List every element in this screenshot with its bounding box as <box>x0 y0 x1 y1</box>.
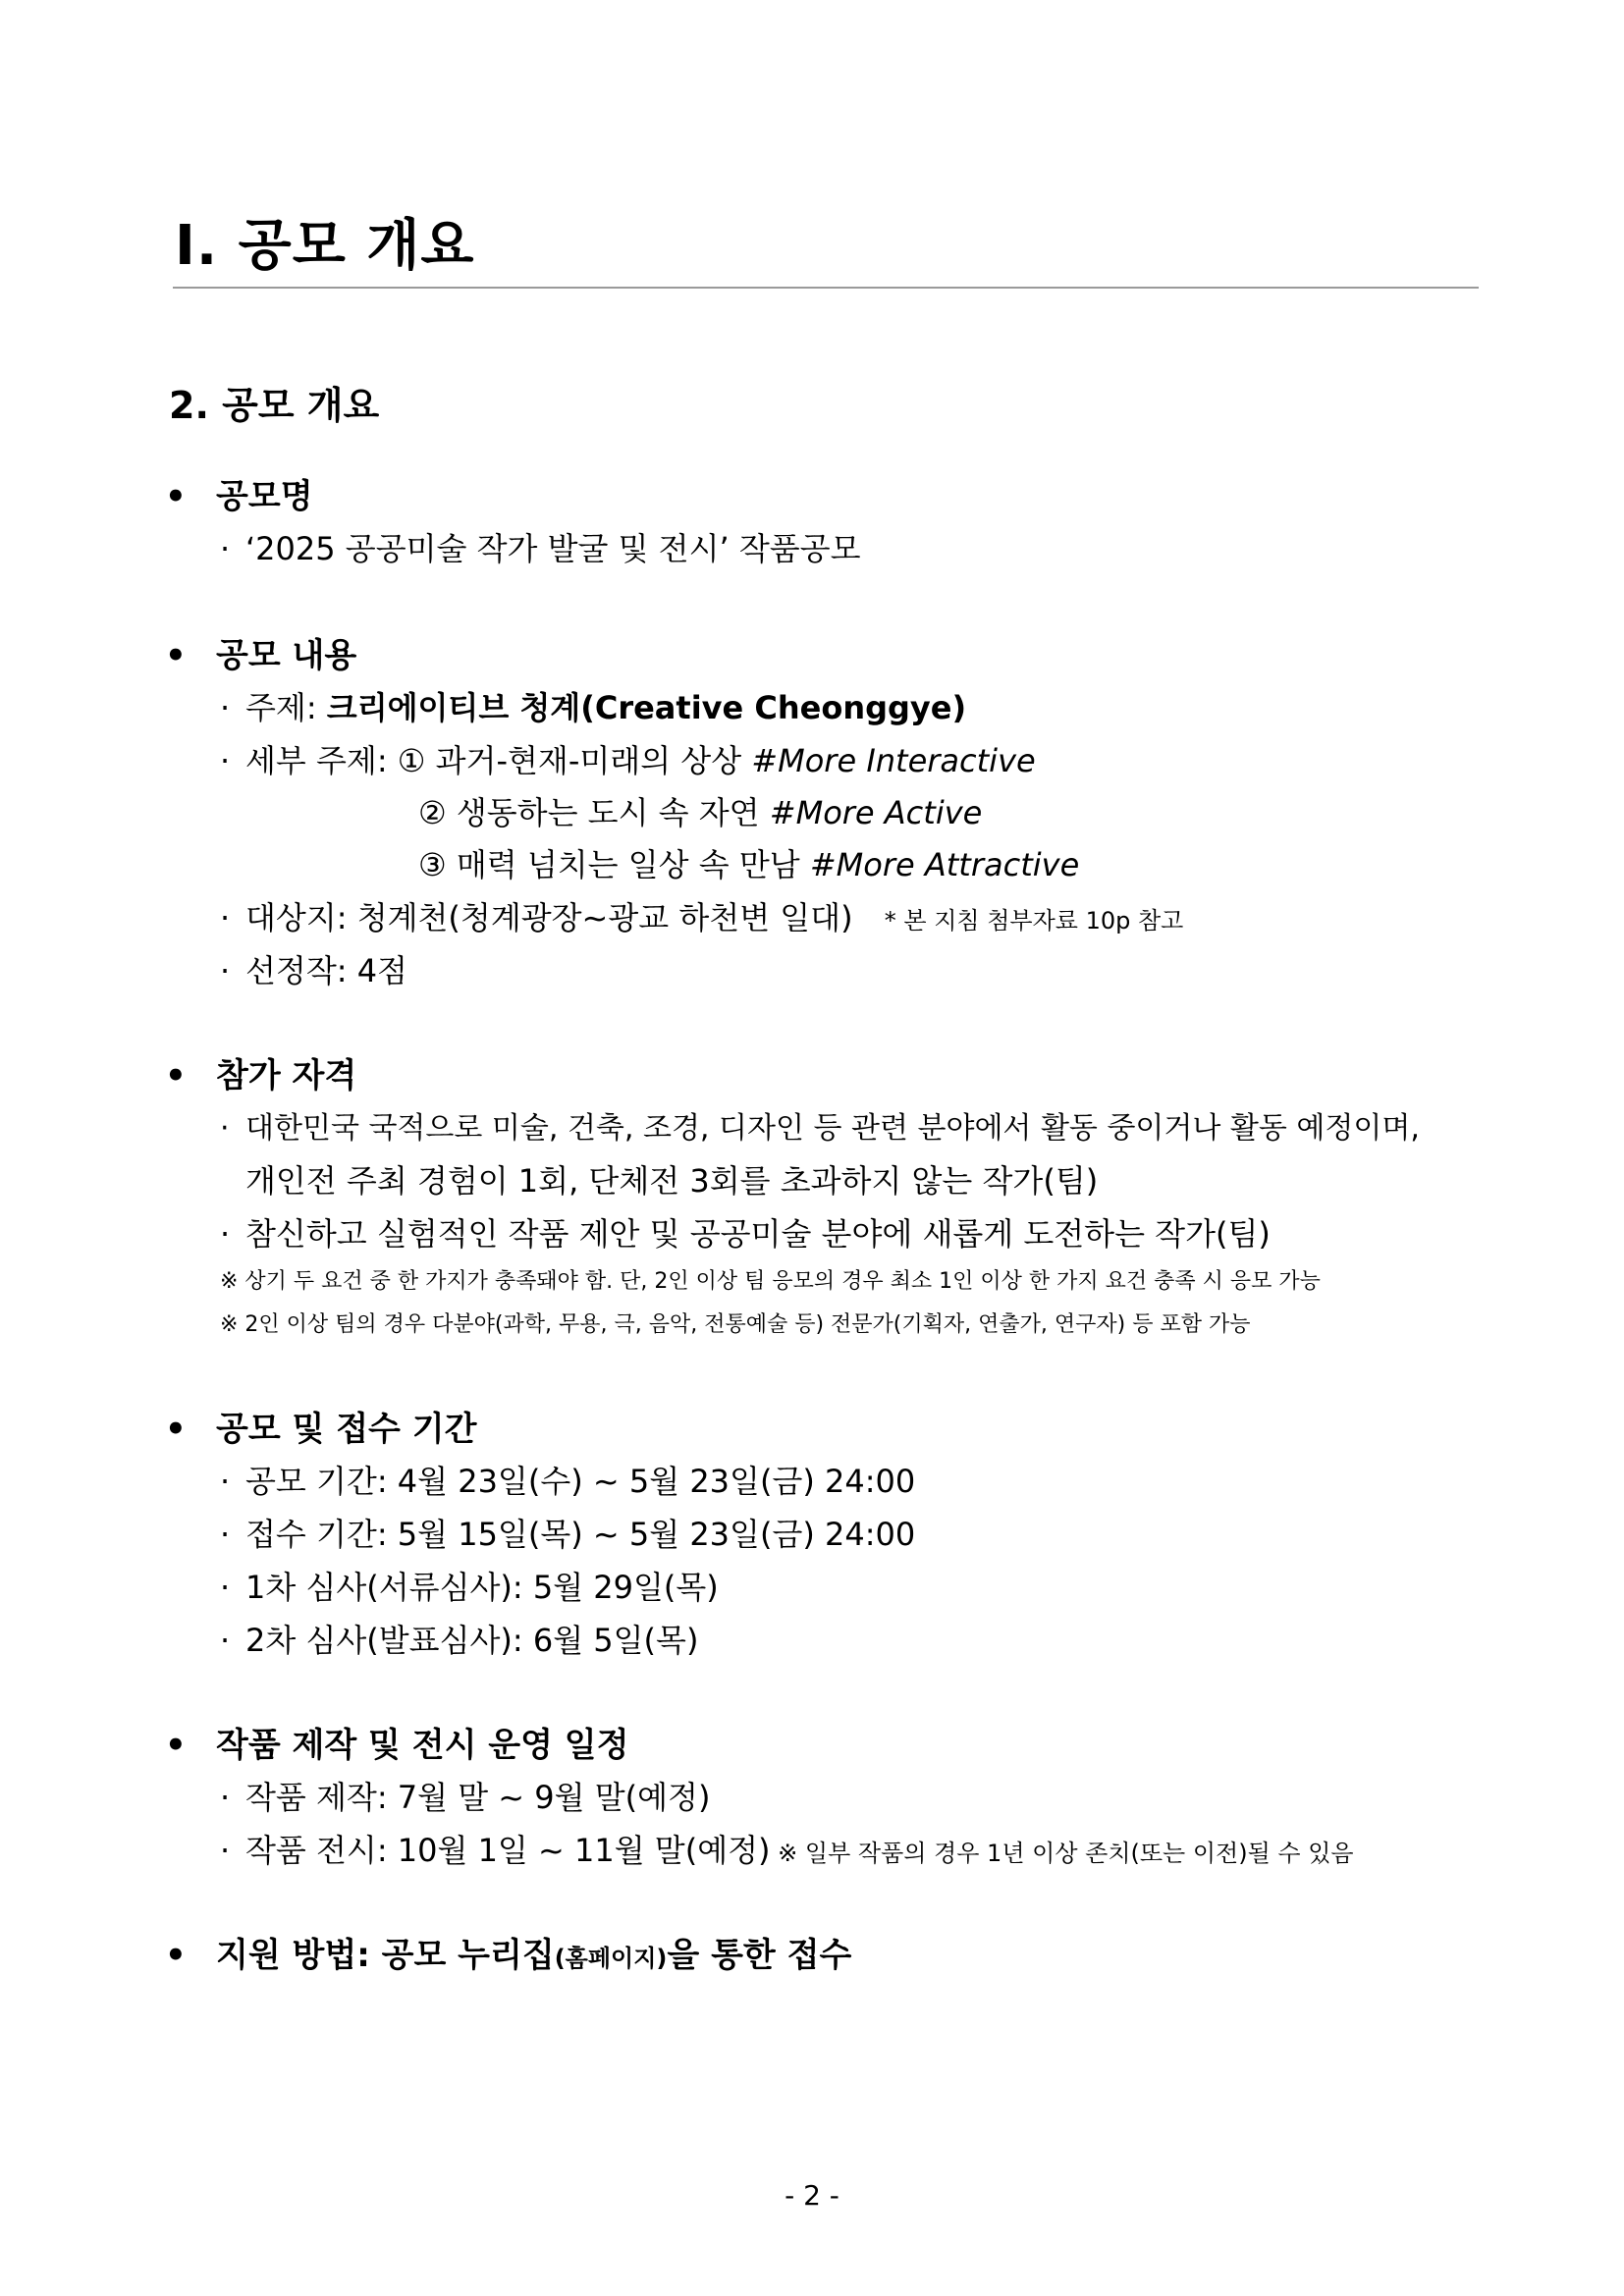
eligibility-title: 참가 자격 <box>216 1056 357 1095</box>
item-marker: · <box>220 899 231 936</box>
selected-count-line: · 선정작: 4점 <box>220 952 407 989</box>
bullet-schedule <box>165 1718 628 1766</box>
exhibition-line: · 작품 전시: 10월 1일 ~ 11월 말(예정) ※ 일부 작품의 경우 1년 이상 존치(또는 이전)될 수 있음 <box>220 1832 1354 1869</box>
item-marker: · <box>220 530 231 567</box>
bullet-icon: • <box>165 1056 187 1095</box>
bullet-icon: • <box>165 477 187 516</box>
exhibition-note: ※ 일부 작품의 경우 1년 이상 존치(또는 이전)될 수 있음 <box>770 1840 1354 1867</box>
detail-theme-line: · 세부 주제: ① 과거-현재-미래의 상상 #More Interactive <box>220 742 1036 779</box>
theme-line: · 주제: 크리에이티브 청계(Creative Cheonggye) <box>220 689 967 726</box>
period-line: · 1차 심사(서류심사): 5월 29일(목) <box>220 1569 719 1606</box>
apply-small-text: (홈페이지) <box>554 1945 668 1972</box>
item-marker: · <box>220 689 231 726</box>
eligibility-line-2: · 참신하고 실험적인 작품 제안 및 공공미술 분야에 새롭게 도전하는 작가(팀) <box>220 1215 1271 1253</box>
detail-theme-2: ② 생동하는 도시 속 자연 #More Active <box>418 794 983 831</box>
theme-value: 크리에이티브 청계(Creative Cheonggye) <box>326 689 967 726</box>
bullet-contest-content <box>165 628 356 676</box>
item-marker: · <box>220 1569 231 1606</box>
item-marker: · <box>220 1463 231 1500</box>
item-marker: · <box>220 1516 231 1553</box>
item-marker: · <box>220 952 231 989</box>
bullet-icon: • <box>165 636 187 675</box>
eligibility-note-2: ※ 2인 이상 팀의 경우 다분야(과학, 무용, 극, 음악, 전통예술 등) 전문가(기획자, 연출가, 연구자) 등 포함 가능 <box>220 1312 1251 1337</box>
bullet-icon: • <box>165 1410 187 1449</box>
eligibility-line-1b: 개인전 주최 경험이 1회, 단체전 3회를 초과하지 않는 작가(팀) <box>245 1162 1099 1200</box>
contest-name-title: 공모명 <box>216 477 313 516</box>
bullet-eligibility <box>165 1048 356 1096</box>
site-note: * 본 지침 첨부자료 10p 참고 <box>884 907 1184 934</box>
period-title: 공모 및 접수 기간 <box>216 1410 477 1449</box>
item-marker: · <box>220 1832 231 1869</box>
contest-name-line: · ‘2025 공공미술 작가 발굴 및 전시’ 작품공모 <box>220 530 861 567</box>
hashtag: #More Active <box>769 794 983 831</box>
chapter-heading: I. 공모 개요 <box>175 214 475 278</box>
item-marker: · <box>220 742 231 779</box>
hashtag: #More Interactive <box>751 742 1036 779</box>
heading-divider <box>173 287 1479 289</box>
site-line: · 대상지: 청계천(청계광장~광교 하천변 일대) * 본 지침 첨부자료 10p 참고 <box>220 899 1184 936</box>
page-number: - 2 - <box>785 2179 839 2212</box>
hashtag: #More Attractive <box>809 846 1080 883</box>
contest-content-title: 공모 내용 <box>216 636 357 675</box>
eligibility-note-1: ※ 상기 두 요건 중 한 가지가 충족돼야 함. 단, 2인 이상 팀 응모의 경우 최소 1인 이상 한 가지 요건 충족 시 응모 가능 <box>220 1269 1321 1294</box>
item-marker: · <box>220 1779 231 1816</box>
section-heading: 2. 공모 개요 <box>169 384 380 427</box>
item-marker: · <box>220 1111 230 1146</box>
schedule-title: 작품 제작 및 전시 운영 일정 <box>216 1726 629 1765</box>
bullet-apply: • 지원 방법: 공모 누리집(홈페이지)을 통한 접수 <box>165 1936 852 1975</box>
item-marker: · <box>220 1622 231 1659</box>
production-line: · 작품 제작: 7월 말 ~ 9월 말(예정) <box>220 1779 711 1816</box>
bullet-icon: • <box>165 1936 187 1975</box>
period-line: · 접수 기간: 5월 15일(목) ~ 5월 23일(금) 24:00 <box>220 1516 916 1553</box>
period-line: · 2차 심사(발표심사): 6월 5일(목) <box>220 1622 699 1659</box>
bullet-period <box>165 1402 476 1450</box>
detail-theme-3: ③ 매력 넘치는 일상 속 만남 #More Attractive <box>418 846 1080 883</box>
bullet-contest-name <box>165 469 313 517</box>
eligibility-line-1: · 대한민국 국적으로 미술, 건축, 조경, 디자인 등 관련 분야에서 활동 중이거나 활동 예정이며, <box>220 1111 1420 1146</box>
item-marker: · <box>220 1215 231 1253</box>
period-line: · 공모 기간: 4월 23일(수) ~ 5월 23일(금) 24:00 <box>220 1463 916 1500</box>
bullet-icon: • <box>165 1726 187 1765</box>
